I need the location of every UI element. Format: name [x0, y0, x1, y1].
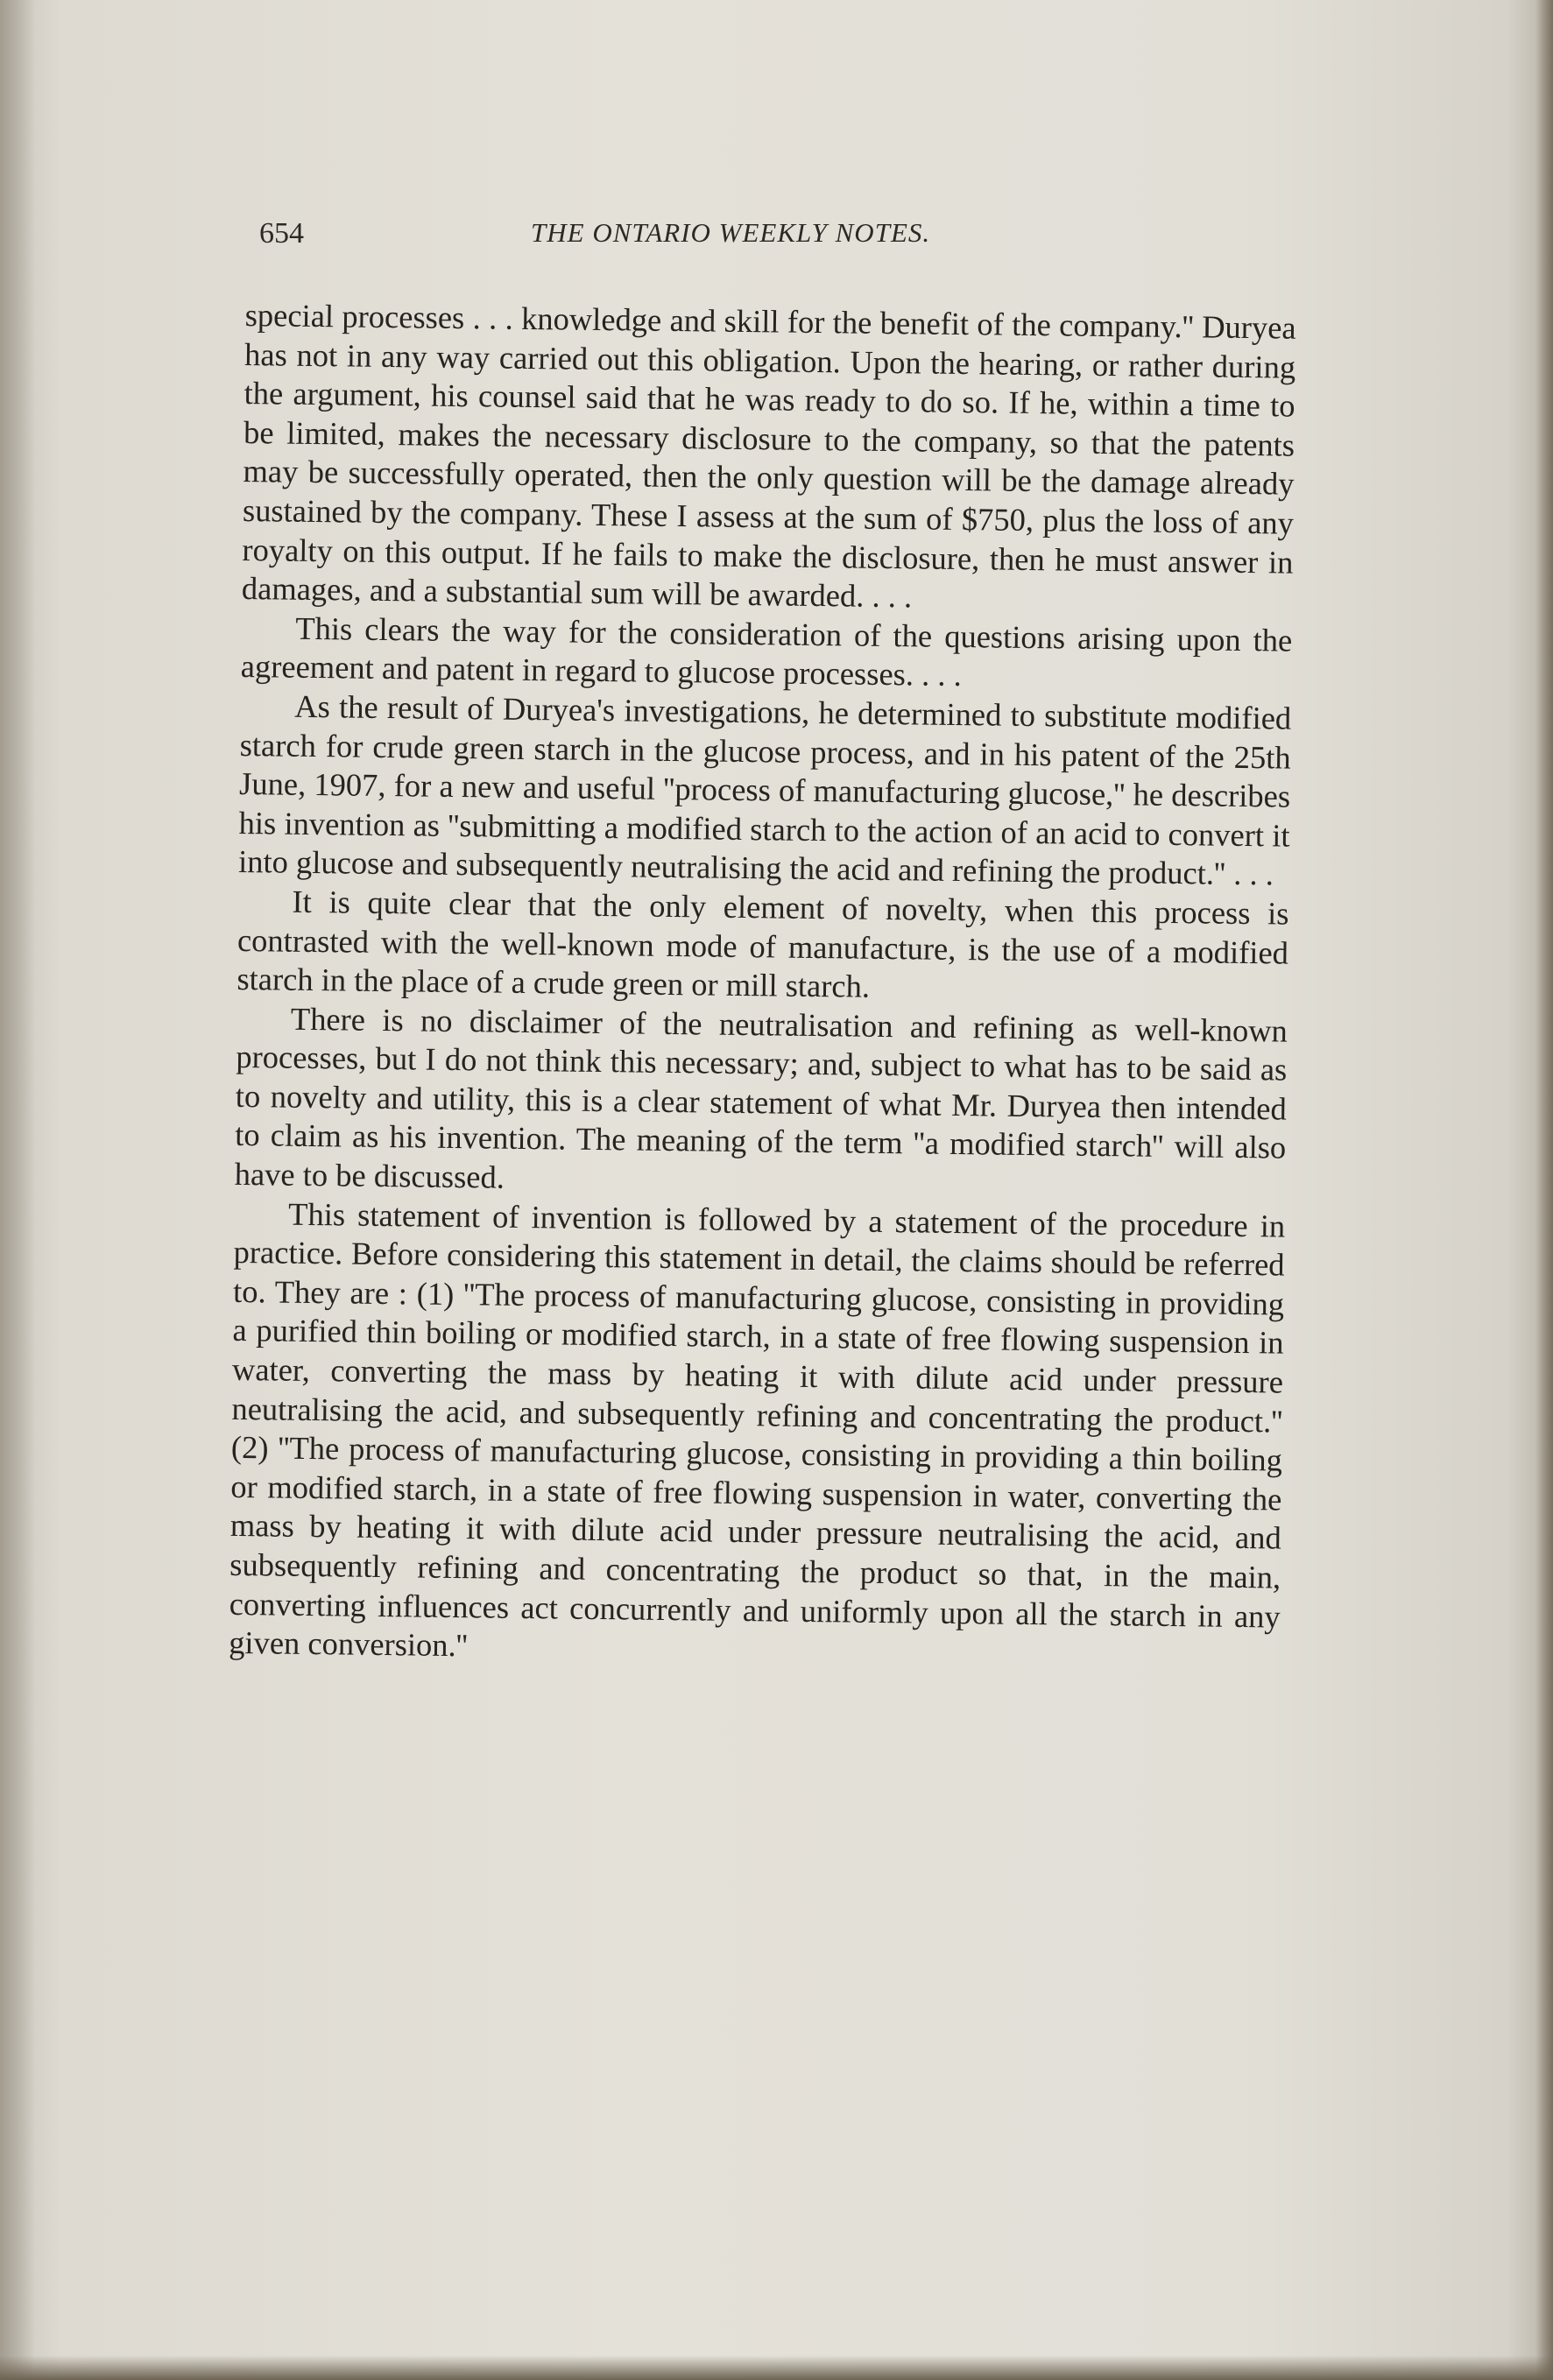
page-right-edge [1535, 0, 1553, 2380]
page-bottom-edge [0, 2355, 1553, 2380]
paragraph-4: It is quite clear that the only element of novelty, when this process is contrasted with the well-known mode of manufacture, is the use of a modified starch in the place of a crude green or mill starch. [236, 883, 1289, 1004]
body-text [229, 296, 1296, 1675]
paragraph-6: This statement of invention is followed by a statement of the procedure in practice. Before considering this statement in detail, the claims should be referred to. They are : (1) ''The process of manufacturing glucose, consisting in providing a purified thin boiling or modified starch, in a state of free flowing suspension in water, converting the mass by heating it with dilute acid under pressure neutralising the acid, and subsequently refining and concentrating the product.'' (2) ''The process of manufacturing glucose, consisting in providing a thin boiling or modified starch, in a state of free flowing suspension in water, converting the mass by heating it with dilute acid under pressure neutralising the acid, and subsequently refining and concentrating the product so that, in the main, converting influences act concurrently and uniformly upon all the starch in any given conversion.'' [228, 1195, 1286, 1664]
paragraph-5: There is no disclaimer of the neutralisation and refining as well-known processes, but I do not think this necessary; and, subject to what has to be said as to novelty and utility, this is a clear statement of what Mr. Duryea then intended to claim as his invention. The meaning of the term ''a modified starch'' will also have to be discussed. [234, 1000, 1288, 1195]
paragraph-2: This clears the way for the consideration of the questions arising upon the agreement and patent in regard to glucose processes. . . . [240, 609, 1293, 694]
page-gutter-shadow [0, 0, 35, 2380]
running-title: THE ONTARIO WEEKLY NOTES. [531, 217, 931, 248]
paragraph-3: As the result of Duryea's investigations, he determined to substitute modified starch for crude green starch in the glucose process, and in his patent of the 25th June, 1907, for a new and useful ''process of manufacturing glucose,'' he describes his invention as ''submitting a modified starch to the action of an acid to convert it into glucose and subsequently neutralising the acid and refining the product.'' . . . [237, 687, 1292, 892]
page-header [259, 217, 1302, 261]
page-number: 654 [259, 217, 304, 250]
paragraph-1: special processes . . . knowledge and skill for the benefit of the company.'' Duryea has not in any way carried out this obligation. Upon the hearing, or rather during the argument, his counsel said that he was ready to do so. If he, within a time to be limited, makes the necessary disclosure to the company, so that the patents may be successfully operated, then the only question will be the damage already sustained by the company. These I assess at the sum of $750, plus the loss of any royalty on this output. If he fails to make the disclosure, then he must answer in damages, and a substantial sum will be awarded. . . . [241, 296, 1296, 615]
